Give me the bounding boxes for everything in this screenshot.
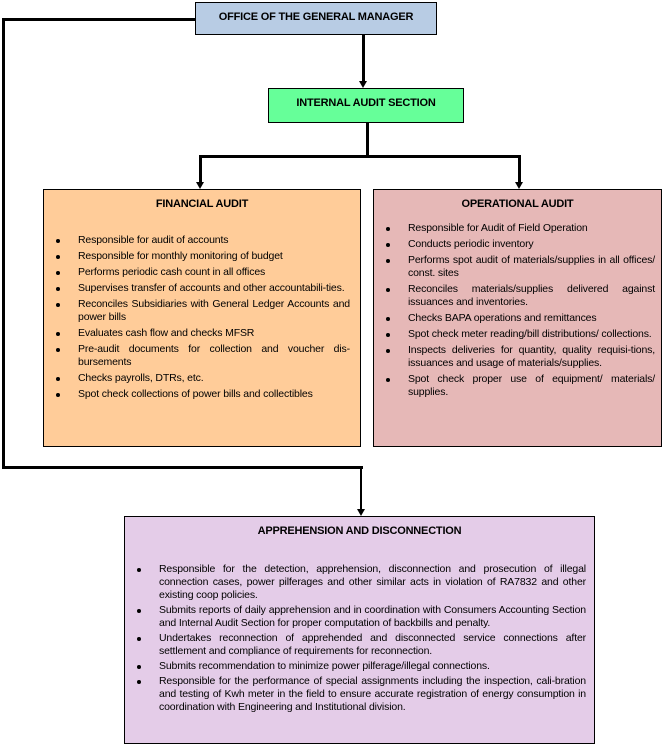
list-item: Spot check proper use of equipment/ materials/ supplies. <box>374 373 661 399</box>
node-title: OFFICE OF THE GENERAL MANAGER <box>218 11 414 23</box>
connector-to-financial <box>199 155 202 182</box>
node-internal-audit-section <box>268 88 464 123</box>
node-title: INTERNAL AUDIT SECTION <box>296 97 436 109</box>
node-apprehension-and-disconnection <box>124 516 595 744</box>
connector-to-apprehension <box>360 466 362 509</box>
list-item: Supervises transfer of accounts and other accountabili-ties. <box>44 282 360 295</box>
list-item: Submits reports of daily apprehension and in coordination with Consumers Accounting Section and Internal Audit Section for proper computation of backbills and penalty. <box>125 604 594 630</box>
connector-left-vertical <box>2 18 5 469</box>
list-item: Performs spot audit of materials/supplies in all offices/ const. sites <box>374 254 661 280</box>
list-item: Responsible for audit of accounts <box>44 234 360 247</box>
connector-gm-left <box>2 18 195 21</box>
list-item: Undertakes reconnection of apprehended and disconnected service connections after settlement and compliance of requirements for reconnection. <box>125 632 594 658</box>
arrow-down-icon <box>515 182 523 189</box>
connector-ias-split <box>199 155 521 158</box>
list-item: Performs periodic cash count in all offices <box>44 266 360 279</box>
arrow-down-icon <box>359 81 367 88</box>
list-item: Conducts periodic inventory <box>374 238 661 251</box>
list-item: Pre-audit documents for collection and voucher dis-bursements <box>44 343 360 369</box>
responsibility-list <box>125 563 594 714</box>
list-item: Evaluates cash flow and checks MFSR <box>44 327 360 340</box>
arrow-down-icon <box>357 509 365 516</box>
list-item: Responsible for Audit of Field Operation <box>374 222 661 235</box>
node-title: OPERATIONAL AUDIT <box>461 198 574 210</box>
node-general-manager <box>195 2 437 35</box>
arrow-down-icon <box>196 182 204 189</box>
list-item: Inspects deliveries for quantity, quality requisi-tions, issuances and usage of materials/supplies. <box>374 344 661 370</box>
list-item: Responsible for monthly monitoring of budget <box>44 250 360 263</box>
connector-ias-down <box>366 123 369 157</box>
responsibility-list <box>44 234 360 401</box>
node-title: FINANCIAL AUDIT <box>155 198 249 210</box>
list-item: Responsible for the performance of special assignments including the inspection, cali-bration and testing of Kwh meter in the field to ensure accurate registration of energy consumption in coordination with Engineering and Institutional division. <box>125 675 594 714</box>
list-item: Reconciles materials/supplies delivered against issuances and inventories. <box>374 283 661 309</box>
node-title: APPREHENSION AND DISCONNECTION <box>257 525 462 537</box>
connector-gm-to-ias <box>362 35 365 81</box>
list-item: Spot check collections of power bills and collectibles <box>44 388 360 401</box>
list-item: Checks BAPA operations and remittances <box>374 312 661 325</box>
list-item: Responsible for the detection, apprehension, disconnection and prosecution of illegal connection cases, power pilferages and other similar acts in violation of RA7832 and other existing coop policies. <box>125 563 594 602</box>
list-item: Submits recommendation to minimize power pilferage/illegal connections. <box>125 660 594 673</box>
responsibility-list <box>374 222 661 399</box>
list-item: Checks payrolls, DTRs, etc. <box>44 372 360 385</box>
connector-bottom-horizontal <box>2 466 363 469</box>
list-item: Spot check meter reading/bill distributions/ collections. <box>374 328 661 341</box>
node-financial-audit <box>43 189 361 447</box>
connector-to-operational <box>518 155 521 182</box>
node-operational-audit <box>373 189 662 447</box>
list-item: Reconciles Subsidiaries with General Ledger Accounts and power bills <box>44 298 360 324</box>
